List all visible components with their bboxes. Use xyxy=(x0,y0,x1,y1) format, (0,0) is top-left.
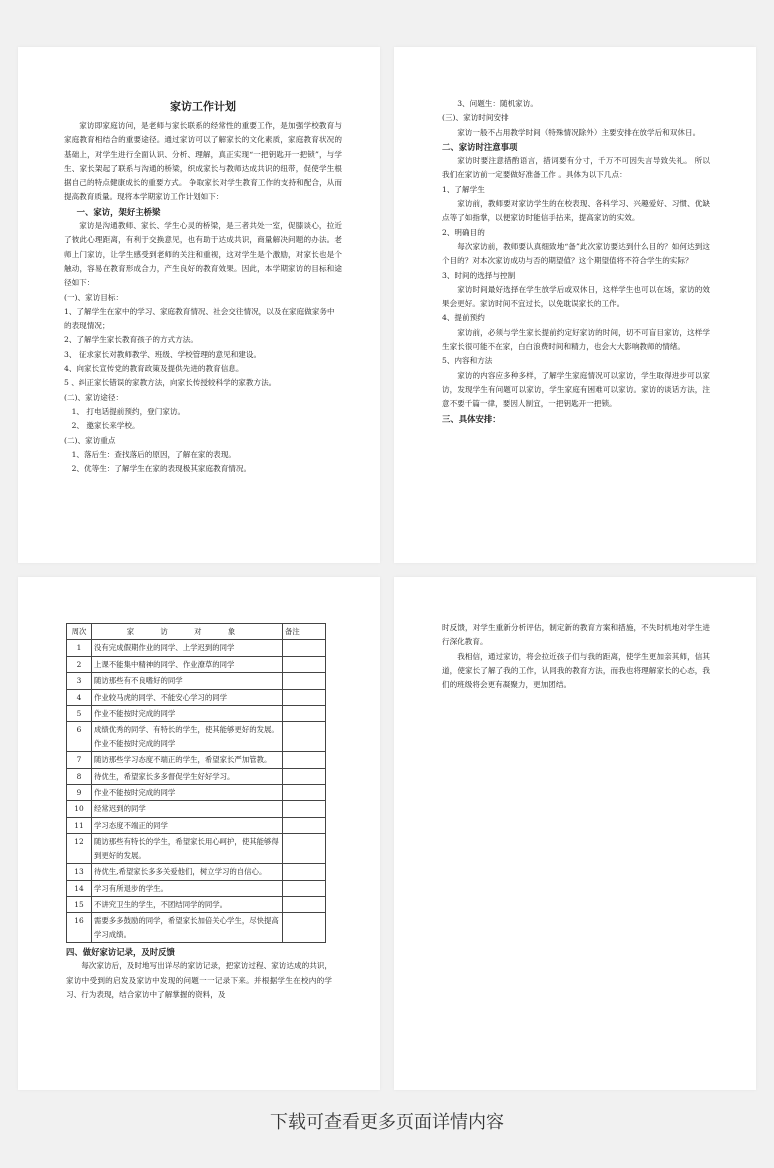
table-row xyxy=(67,896,326,912)
table-row xyxy=(67,913,326,943)
notes-cell xyxy=(283,913,326,943)
page-2-content xyxy=(442,97,710,426)
page-3-content xyxy=(66,623,332,1002)
table-row xyxy=(67,801,326,817)
section-4-paragraph: 每次家访后，及时地写出详尽的家访记录，把家访过程、家访达成的共识，家访中受到的启发及家访中发现的问题一一记录下来。并根据学生在校内的学习、行为表现，结合家访中了解掌握的资料，及 xyxy=(66,961,332,1000)
visit-target: 成绩优秀的同学、有特长的学生，使其能够更好的发展。作业不能按时完成的同学 xyxy=(92,722,283,752)
week-number: 4 xyxy=(67,689,92,705)
notes-cell xyxy=(283,864,326,880)
document-page-2 xyxy=(394,47,756,563)
notes-cell xyxy=(283,834,326,864)
table-row xyxy=(67,689,326,705)
table-row xyxy=(67,817,326,833)
notes-cell xyxy=(283,752,326,768)
week-number: 5 xyxy=(67,706,92,722)
week-number: 13 xyxy=(67,864,92,880)
download-caption: 下载可查看更多页面详情内容 xyxy=(270,1112,504,1133)
page-4-content xyxy=(442,621,710,692)
visit-target: 需要多多鼓励的同学，希望家长加倍关心学生，尽快提高学习成绩。 xyxy=(92,913,283,943)
continued-paragraph: 时反馈，对学生重新分析评估，制定新的教育方案和措施，不失时机地对学生进行深化教育。 xyxy=(442,623,710,647)
visit-target: 随访那些有特长的学生，希望家长用心呵护，使其能够得到更好的发展。 xyxy=(92,834,283,864)
intro-paragraph: 家访即家庭访问，是老师与家长联系的经常性的重要工作，是加强学校教育与家庭教育相结合的重要途径。通过家访可以了解家长的文化素质，家庭教育状况的基础上，对学生进行全面认识、分析、理解，真正实现“一把钥匙开一把锁”，与学生、家长架起了联系与沟通的桥梁，织成家长与教师达成共识的纽带，促使学生根据自己的特点健康成长的重要方式。 争取家长对学生教育工作的支持和配合，从而提高教育质量。现将本学期家访工作计划如下： xyxy=(64,121,342,202)
goal-item: 1、了解学生在家中的学习、家庭教育情况、社会交往情况，以及在家庭做家务中的表现情况； xyxy=(64,306,335,331)
table-row xyxy=(67,768,326,784)
visit-target: 学习态度不端正的同学 xyxy=(92,817,283,833)
visit-target: 学习有所退步的学生。 xyxy=(92,880,283,896)
focus-heading: (二)、家访重点 xyxy=(64,435,116,445)
document-title: 家访工作计划 xyxy=(170,100,236,113)
week-number: 9 xyxy=(67,785,92,801)
visit-target: 待优生，希望家长多多督促学生好好学习。 xyxy=(92,768,283,784)
notes-cell xyxy=(283,673,326,689)
goal-item: 2、了解学生家长教育孩子的方式方法。 xyxy=(64,335,198,345)
document-page-3 xyxy=(18,577,380,1090)
header-content: 家 访 对 象 xyxy=(92,624,283,640)
notes-cell xyxy=(283,768,326,784)
time-heading: (三)、家访时间安排 xyxy=(442,113,509,123)
week-number: 7 xyxy=(67,752,92,768)
table-row xyxy=(67,706,326,722)
section-2-paragraph: 家访时要注意措酌语言，措词要有分寸，千万不可因失言导致失礼。 所以我们在家访前一定要做好准备工作 。具体为以下几点： xyxy=(442,156,710,180)
point-4-heading: 4、提前预约 xyxy=(442,313,485,323)
visit-target: 待优生,希望家长多多关爱他们，树立学习的自信心。 xyxy=(92,864,283,880)
focus-item: 1、落后生：查找落后的原因，了解在家的表现。 xyxy=(71,449,236,459)
week-number: 12 xyxy=(67,834,92,864)
section-1-heading: 一、家访，架好主桥梁 xyxy=(76,206,161,217)
visit-target: 不讲究卫生的学生，不团结同学的同学。 xyxy=(92,896,283,912)
focus-item: 3、问题生：随机家访。 xyxy=(457,99,538,108)
visit-target: 随访那些学习态度不端正的学生，希望家长严加管教。 xyxy=(92,752,283,768)
point-2-heading: 2、明确目的 xyxy=(442,227,485,237)
point-4-paragraph: 家访前，必须与学生家长提前约定好家访的时间，切不可盲目家访，这样学生家长很可能不在家，白白浪费时间和精力，也会大大影响教师的情绪。 xyxy=(442,327,710,352)
document-page-4 xyxy=(394,577,756,1090)
notes-cell xyxy=(283,689,326,705)
week-number: 16 xyxy=(67,913,92,943)
table-row xyxy=(67,722,326,752)
notes-cell xyxy=(283,640,326,656)
notes-cell xyxy=(283,896,326,912)
closing-paragraph: 我相信，通过家访，将会拉近孩子们与我的距离，使学生更加亲其师，信其道，使家长了解了我的工作，认同我的教育方法，而我也将理解家长的心态，我们的班级将会更有凝聚力，更加团结。 xyxy=(442,651,710,690)
way-item: 2、 邀家长来学校。 xyxy=(71,421,140,431)
point-1-paragraph: 家访前，教师要对家访学生的在校表现、各科学习、兴趣爱好、习惯、优缺点等了如指掌，以便家访时能信手拈来，提高家访的实效。 xyxy=(442,199,710,223)
visit-target: 没有完成假期作业的同学、上学迟到的同学 xyxy=(92,640,283,656)
point-5-paragraph: 家访的内容应多种多样，了解学生家庭情况可以家访，学生取得进步可以家访，发现学生有问题可以家访，学生家庭有困难可以家访。家访的谈话方法，注意不要千篇一律，要因人制宜，一把钥匙开一把锁。 xyxy=(442,370,710,409)
week-number: 1 xyxy=(67,640,92,656)
page-1-content xyxy=(64,97,342,476)
visit-target: 作业不能按时完成的同学 xyxy=(92,785,283,801)
notes-cell xyxy=(283,706,326,722)
section-2-heading: 二、家访时注意事项 xyxy=(442,141,518,152)
week-number: 15 xyxy=(67,896,92,912)
section-4-heading: 四、做好家访记录，及时反馈 xyxy=(66,947,175,958)
section-1-paragraph: 家访是沟通教师、家长、学生心灵的桥梁，是三者共处一室，促膝谈心，拉近了彼此心理距离，有利于交换意见，也有助于达成共识，商量解决问题的办法。老师上门家访，让学生感受到老师的关注和重视，这对学生是个激励，对家长也是个触动，容易在教育形成合力，产生良好的教育效果。因此，本学期家访的目标和途径如下： xyxy=(64,221,342,288)
goal-item: 5 、纠正家长错误的家教方法，向家长传授较科学的家教方法。 xyxy=(64,378,277,388)
table-row xyxy=(67,656,326,672)
goal-item: 4、向家长宣传党的教育政策及提供先进的教育信息。 xyxy=(64,364,244,374)
table-row xyxy=(67,673,326,689)
week-number: 11 xyxy=(67,817,92,833)
table-row xyxy=(67,752,326,768)
table-row xyxy=(67,834,326,864)
table-row xyxy=(67,785,326,801)
table-body xyxy=(67,640,326,943)
week-number: 10 xyxy=(67,801,92,817)
visit-schedule-table xyxy=(66,623,326,943)
week-number: 3 xyxy=(67,673,92,689)
point-1-heading: 1、了解学生 xyxy=(442,184,485,194)
notes-cell xyxy=(283,722,326,752)
week-number: 8 xyxy=(67,768,92,784)
focus-item: 2、优等生：了解学生在家的表现极其家庭教育情况。 xyxy=(71,464,252,474)
section-3-heading: 三、具体安排： xyxy=(442,413,501,424)
visit-target: 作业不能按时完成的同学 xyxy=(92,706,283,722)
visit-target: 随访那些有不良嗜好的同学 xyxy=(92,673,283,689)
header-notes: 备注 xyxy=(283,624,326,640)
header-week: 周次 xyxy=(67,624,92,640)
way-item: 1、 打电话提前预约，登门家访。 xyxy=(71,406,186,416)
point-3-heading: 3、时间的选择与控制 xyxy=(442,270,516,280)
table-row xyxy=(67,640,326,656)
visit-target: 上课不能集中精神的同学、作业潦草的同学 xyxy=(92,656,283,672)
week-number: 14 xyxy=(67,880,92,896)
visit-target: 经常迟到的同学 xyxy=(92,801,283,817)
week-number: 6 xyxy=(67,722,92,752)
point-2-paragraph: 每次家访前，教师要认真细致地“备”此次家访要达到什么目的？如何达到这个目的？对本次家访成功与否的期望值？这个期望值将不符合学生的实际？ xyxy=(442,241,710,266)
document-page-1 xyxy=(18,47,380,563)
notes-cell xyxy=(283,656,326,672)
point-3-paragraph: 家访时间最好选择在学生放学后或双休日，这样学生也可以在场，家访的效果会更好。家访时间不宜过长，以免耽误家长的工作。 xyxy=(442,284,710,309)
goals-heading: (一)、家访目标： xyxy=(64,292,124,302)
visit-target: 作业较马虎的同学、不能安心学习的同学 xyxy=(92,689,283,705)
time-paragraph: 家访一般不占用教学时间（特殊情况除外）主要安排在放学后和双休日。 xyxy=(457,127,701,137)
notes-cell xyxy=(283,880,326,896)
goal-item: 3、 征求家长对教师教学、班级、学校管理的意见和建设。 xyxy=(64,349,262,359)
point-5-heading: 5、内容和方法 xyxy=(442,356,493,366)
notes-cell xyxy=(283,801,326,817)
table-row xyxy=(67,864,326,880)
table-row xyxy=(67,880,326,896)
notes-cell xyxy=(283,785,326,801)
notes-cell xyxy=(283,817,326,833)
ways-heading: (二)、家访途径： xyxy=(64,392,124,402)
table-header-row xyxy=(67,624,326,640)
week-number: 2 xyxy=(67,656,92,672)
